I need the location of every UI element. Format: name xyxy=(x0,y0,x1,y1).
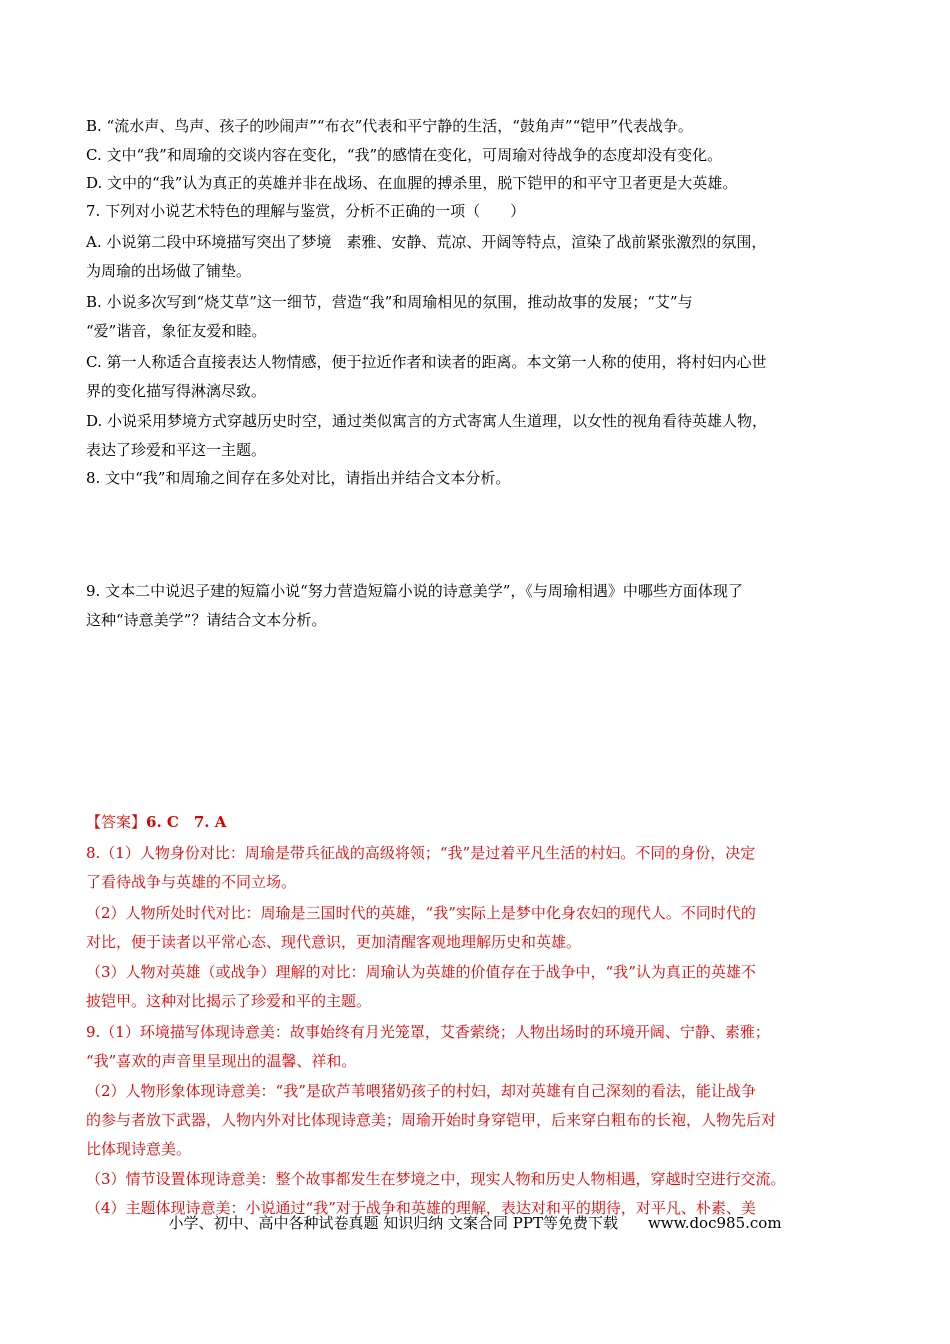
option-7d-line2: 表达了珍爱和平这一主题。 xyxy=(86,441,267,459)
question-7-stem: 7. 下列对小说艺术特色的理解与鉴赏，分析不正确的一项（ ） xyxy=(86,202,526,220)
option-7a-line2: 为周瑜的出场做了铺垫。 xyxy=(86,262,252,280)
answer-9-3: （3）情节设置体现诗意美：整个故事都发生在梦境之中，现实人物和历史人物相遇，穿越时空进行交流。 xyxy=(86,1170,786,1188)
page-footer: 小学、初中、高中各种试卷真题 知识归纳 文案合同 PPT等免费下载 www.doc985.com xyxy=(168,1214,782,1232)
answer-9-2-line2: 的参与者放下武器，人物内外对比体现诗意美；周瑜开始时身穿铠甲，后来穿白粗布的长袍，人物先后对 xyxy=(86,1111,777,1129)
option-6c: C. 文中“我”和周瑜的交谈内容在变化，“我”的感情在变化，可周瑜对待战争的态度却没有变化。 xyxy=(86,146,723,164)
answer-9-1-line1: 9.（1）环境描写体现诗意美：故事始终有月光笼罩，艾香萦绕；人物出场时的环境开阔、宁静、素雅； xyxy=(86,1023,770,1041)
answer-9-1-line2: “我”喜欢的声音里呈现出的温馨、祥和。 xyxy=(86,1052,357,1070)
answer-8-3-line1: （3）人物对英雄（或战争）理解的对比：周瑜认为英雄的价值存在于战争中，“我”认为真正的英雄不 xyxy=(86,963,756,981)
question-9-stem-line1: 9. 文本二中说迟子建的短篇小说“努力营造短篇小说的诗意美学”，《与周瑜相遇》中哪些方面体现了 xyxy=(86,582,743,600)
answer-8-3-line2: 披铠甲。这种对比揭示了珍爱和平的主题。 xyxy=(86,992,372,1010)
option-6d: D. 文中的“我”认为真正的英雄并非在战场、在血腥的搏杀里，脱下铠甲的和平守卫者更是大英雄。 xyxy=(86,174,738,192)
question-9-stem-line2: 这种“诗意美学”？请结合文本分析。 xyxy=(86,611,327,629)
answer-8-2-line2: 对比，便于读者以平常心态、现代意识，更加清醒客观地理解历史和英雄。 xyxy=(86,933,582,951)
answer-9-2-line1: （2）人物形象体现诗意美：“我”是砍芦苇喂猪奶孩子的村妇，却对英雄有自己深刻的看法，能让战争 xyxy=(86,1082,756,1100)
option-7c-line1: C. 第一人称适合直接表达人物情感，便于拉近作者和读者的距离。本文第一人称的使用，将村妇内心世 xyxy=(86,353,767,371)
option-7a-line1: A. 小说第二段中环境描写突出了梦境 素雅、安静、荒凉、开阔等特点，渲染了战前紧张激烈的氛围， xyxy=(86,233,767,251)
option-7d-line1: D. 小说采用梦境方式穿越历史时空，通过类似寓言的方式寄寓人生道理，以女性的视角看待英雄人物， xyxy=(86,412,768,430)
option-7b-line2: “爱”谐音，象征友爱和睦。 xyxy=(86,322,267,340)
answer-key-line xyxy=(86,812,866,832)
question-8-stem: 8. 文中“我”和周瑜之间存在多处对比，请指出并结合文本分析。 xyxy=(86,469,511,487)
answer-8-2-line1: （2）人物所处时代对比：周瑜是三国时代的英雄，“我”实际上是梦中化身农妇的现代人。不同时代的 xyxy=(86,904,756,922)
answer-8-1-line1: 8.（1）人物身份对比：周瑜是带兵征战的高级将领；“我”是过着平凡生活的村妇。不同的身份，决定 xyxy=(86,844,756,862)
answer-label: 【答案】 xyxy=(86,813,147,831)
answer-9-4: （4）主题体现诗意美：小说通过“我”对于战争和英雄的理解，表达对和平的期待，对平凡、朴素、美 xyxy=(86,1199,756,1217)
option-7c-line2: 界的变化描写得淋漓尽致。 xyxy=(86,382,267,400)
answer-key: 6. C 7. A xyxy=(146,813,227,831)
answer-9-2-line3: 比体现诗意美。 xyxy=(86,1140,192,1158)
option-6b: B. “流水声、鸟声、孩子的吵闹声”“布衣”代表和平宁静的生活，“鼓角声”“铠甲”代表战争。 xyxy=(86,117,693,135)
answer-8-1-line2: 了看待战争与英雄的不同立场。 xyxy=(86,873,297,891)
option-7b-line1: B. 小说多次写到“烧艾草”这一细节，营造“我”和周瑜相见的氛围，推动故事的发展；“艾”与 xyxy=(86,293,693,311)
